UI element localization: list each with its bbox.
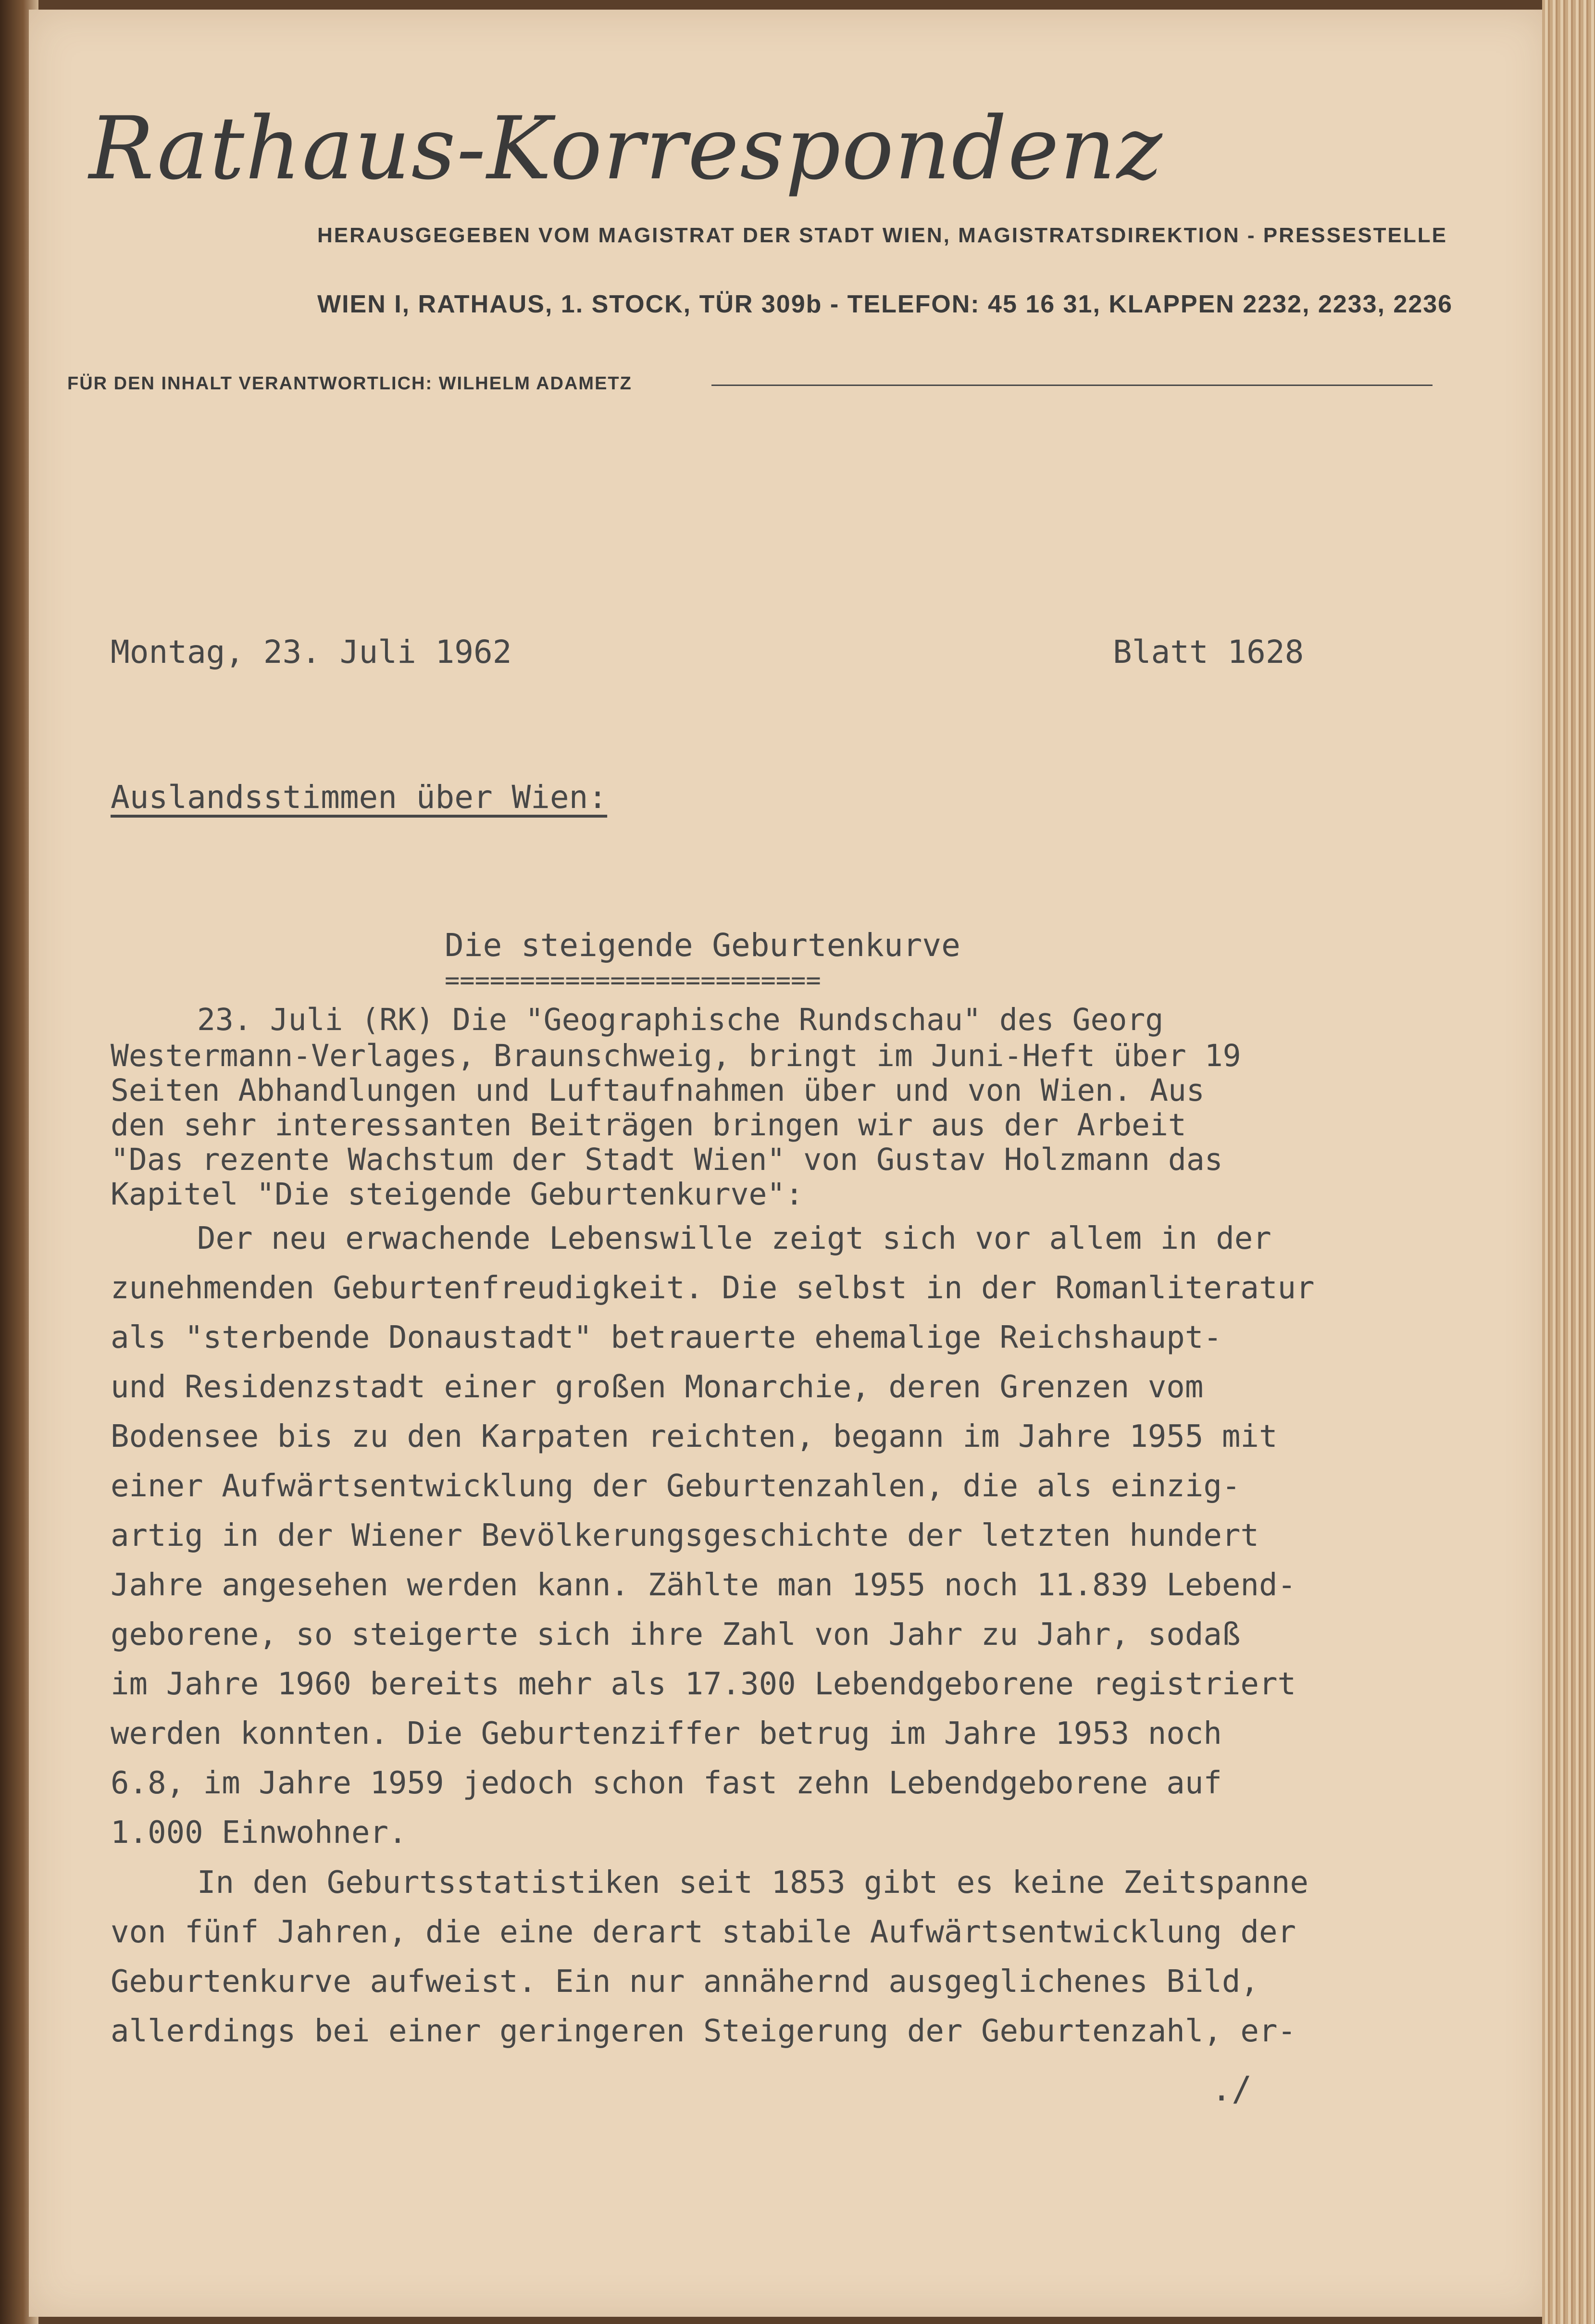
issue-date: Montag, 23. Juli 1962: [111, 634, 512, 671]
letterhead-rule: [711, 385, 1433, 386]
body-line: werden konnten. Die Geburtenziffer betrug im Jahre 1953 noch: [111, 1716, 1222, 1752]
page-edges: [1542, 0, 1595, 2324]
body-line: geborene, so steigerte sich ihre Zahl von Jahr zu Jahr, sodaß: [111, 1617, 1241, 1653]
body-line: von fünf Jahren, die eine derart stabile Aufwärtsentwicklung der: [111, 1914, 1296, 1950]
body-line: und Residenzstadt einer großen Monarchie, deren Grenzen vom: [111, 1369, 1204, 1405]
letterhead-address: WIEN I, RATHAUS, 1. STOCK, TÜR 309b - TELEFON: 45 16 31, KLAPPEN 2232, 2233, 2236: [317, 290, 1453, 318]
letterhead-publisher: HERAUSGEGEBEN VOM MAGISTRAT DER STADT WIEN, MAGISTRATSDIREKTION - PRESSESTELLE: [317, 224, 1447, 247]
body-line: In den Geburtsstatistiken seit 1853 gibt es keine Zeitspanne: [197, 1865, 1308, 1901]
body-line: Jahre angesehen werden kann. Zählte man 1955 noch 11.839 Lebend-: [111, 1567, 1296, 1603]
section-kicker: Auslandsstimmen über Wien:: [111, 779, 608, 816]
body-line: einer Aufwärtsentwicklung der Geburtenzahlen, die als einzig-: [111, 1468, 1241, 1504]
sheet-number: Blatt 1628: [1113, 634, 1304, 671]
body-line: Geburtenkurve aufweist. Ein nur annähernd ausgeglichenes Bild,: [111, 1964, 1259, 2000]
body-line: allerdings bei einer geringeren Steigerung der Geburtenzahl, er-: [111, 2013, 1296, 2049]
body-line: Bodensee bis zu den Karpaten reichten, begann im Jahre 1955 mit: [111, 1419, 1278, 1454]
article-headline: Die steigende Geburtenkurve: [445, 927, 960, 964]
intro-line: 23. Juli (RK) Die "Geographische Rundschau" des Georg: [197, 1002, 1164, 1037]
body-line: zunehmenden Geburtenfreudigkeit. Die selbst in der Romanliteratur: [111, 1270, 1315, 1306]
headline-rule: =========================: [445, 966, 821, 995]
body-line: im Jahre 1960 bereits mehr als 17.300 Lebendgeborene registriert: [111, 1666, 1296, 1702]
intro-line: Kapitel "Die steigende Geburtenkurve":: [111, 1177, 804, 1212]
continuation-mark: ./: [1211, 2069, 1252, 2109]
intro-line: "Das rezente Wachstum der Stadt Wien" von Gustav Holzmann das: [111, 1142, 1223, 1177]
body-line: artig in der Wiener Bevölkerungsgeschichte der letzten hundert: [111, 1518, 1259, 1553]
body-line: Der neu erwachende Lebenswille zeigt sich vor allem in der: [197, 1221, 1271, 1256]
intro-line: Westermann-Verlages, Braunschweig, bringt im Juni-Heft über 19: [111, 1038, 1241, 1073]
body-line: 1.000 Einwohner.: [111, 1815, 407, 1851]
intro-line: Seiten Abhandlungen und Luftaufnahmen über und von Wien. Aus: [111, 1073, 1205, 1108]
intro-line: den sehr interessanten Beiträgen bringen wir aus der Arbeit: [111, 1107, 1186, 1143]
letterhead-title: Rathaus-Korrespondenz: [89, 99, 1163, 199]
letterhead-responsible: FÜR DEN INHALT VERANTWORTLICH: WILHELM ADAMETZ: [67, 373, 632, 394]
body-line: als "sterbende Donaustadt" betrauerte ehemalige Reichshaupt-: [111, 1320, 1222, 1355]
body-line: 6.8, im Jahre 1959 jedoch schon fast zehn Lebendgeborene auf: [111, 1765, 1222, 1801]
